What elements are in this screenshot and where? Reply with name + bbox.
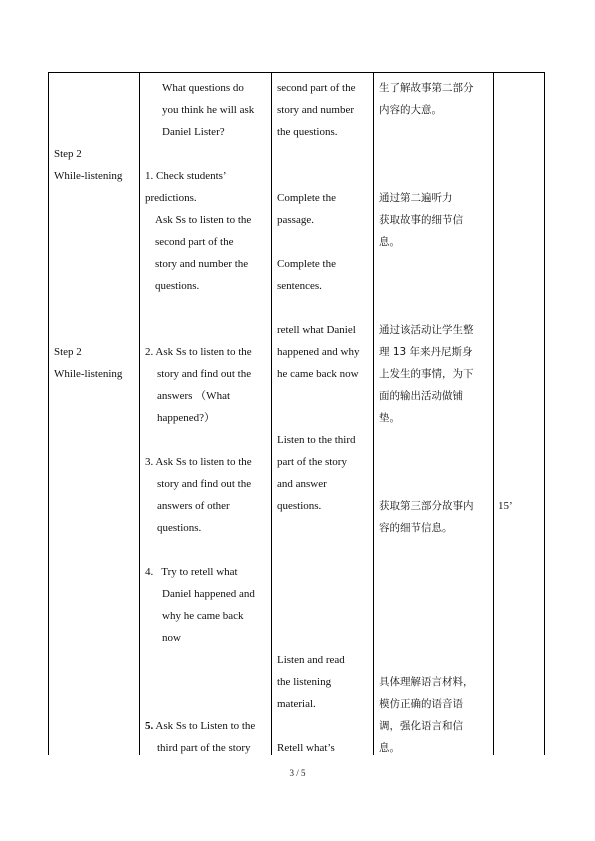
intent-line: 获取故事的细节信	[379, 214, 463, 226]
activity-2-line: 2. Ask Ss to listen to the	[145, 346, 252, 358]
intent-line: 理 13 年来丹尼斯身	[379, 346, 473, 358]
time-allocation: 15’	[498, 500, 513, 512]
intent-line: 面的输出活动做铺	[379, 390, 463, 402]
activity-5-line: third part of the story	[157, 742, 251, 754]
student-activity-line: passage.	[277, 214, 314, 226]
intent-line: 息。	[379, 236, 400, 248]
intent-line: 通过第二遍听力	[379, 192, 453, 204]
activity-4-line: Daniel happened and	[162, 588, 255, 600]
activity-1-sub-line: Ask Ss to listen to the	[155, 214, 252, 226]
question-line: What questions do	[162, 82, 244, 94]
intent-line: 获取第三部分故事内	[379, 500, 474, 512]
activity-5-number: 5.	[145, 720, 154, 732]
table-divider-2	[271, 72, 272, 755]
intent-line: 容的细节信息。	[379, 522, 453, 534]
question-line: you think he will ask	[162, 104, 255, 116]
intent-line: 息。	[379, 742, 400, 754]
intent-line: 生了解故事第二部分	[379, 82, 474, 94]
page-number: 3 / 5	[289, 768, 306, 778]
intent-line: 调，强化语言和信	[379, 720, 463, 732]
activity-2-line: happened?）	[157, 412, 216, 424]
student-activity-line: material.	[277, 698, 316, 710]
student-activity-line: and answer	[277, 478, 327, 490]
student-activity-line: part of the story	[277, 456, 347, 468]
step-title-a: Step 2	[54, 148, 82, 160]
student-activity-line: the questions.	[277, 126, 338, 138]
student-activity-line: second part of the	[277, 82, 356, 94]
activity-2-line: story and find out the	[157, 368, 252, 380]
activity-2-line: answers （What	[157, 390, 231, 402]
activity-5-text: Ask Ss to Listen to the	[153, 720, 256, 732]
question-line: Daniel Lister?	[162, 126, 225, 138]
student-activity-line: story and number	[277, 104, 354, 116]
student-activity-line: retell what Daniel	[277, 324, 356, 336]
activity-1-sub-line: questions.	[155, 280, 200, 292]
activity-1-line: 1. Check students’	[145, 170, 227, 182]
activity-1-sub-line: second part of the	[155, 236, 234, 248]
intent-line: 模仿正确的语音语	[379, 698, 463, 710]
intent-line: 通过该活动让学生整	[379, 324, 474, 336]
intent-line: 具体理解语言材料，	[379, 676, 474, 688]
table-divider-4	[493, 72, 494, 755]
student-activity-line: Listen and read	[277, 654, 345, 666]
activity-3-line: 3. Ask Ss to listen to the	[145, 456, 252, 468]
activity-1-line: predictions.	[145, 192, 197, 204]
table-border-left	[48, 72, 49, 755]
intent-line: 上发生的事情，为下	[379, 368, 474, 380]
student-activity-line: questions.	[277, 500, 322, 512]
intent-line: 内容的大意。	[379, 104, 442, 116]
student-activity-line: Complete the	[277, 192, 336, 204]
table-divider-3	[373, 72, 374, 755]
student-activity-line: he came back now	[277, 368, 359, 380]
step-subtitle-b: While-listening	[54, 368, 123, 380]
activity-4-line: why he came back	[162, 610, 244, 622]
activity-3-line: story and find out the	[157, 478, 252, 490]
activity-5-first-line	[145, 715, 255, 737]
student-activity-line: sentences.	[277, 280, 322, 292]
table-divider-1	[139, 72, 140, 755]
step-subtitle-a: While-listening	[54, 170, 123, 182]
student-activity-line: the listening	[277, 676, 332, 688]
activity-4-line: now	[162, 632, 181, 644]
student-activity-line: happened and why	[277, 346, 360, 358]
step-title-b: Step 2	[54, 346, 82, 358]
activity-1-sub-line: story and number the	[155, 258, 249, 270]
activity-4-line: 4. Try to retell what	[145, 566, 238, 578]
activity-3-line: answers of other	[157, 500, 230, 512]
student-activity-line: Retell what’s	[277, 742, 335, 754]
table-top-border	[48, 72, 544, 73]
intent-line: 垫。	[379, 412, 400, 424]
table-border-right	[544, 72, 545, 755]
activity-3-line: questions.	[157, 522, 202, 534]
student-activity-line: Listen to the third	[277, 434, 356, 446]
student-activity-line: Complete the	[277, 258, 336, 270]
